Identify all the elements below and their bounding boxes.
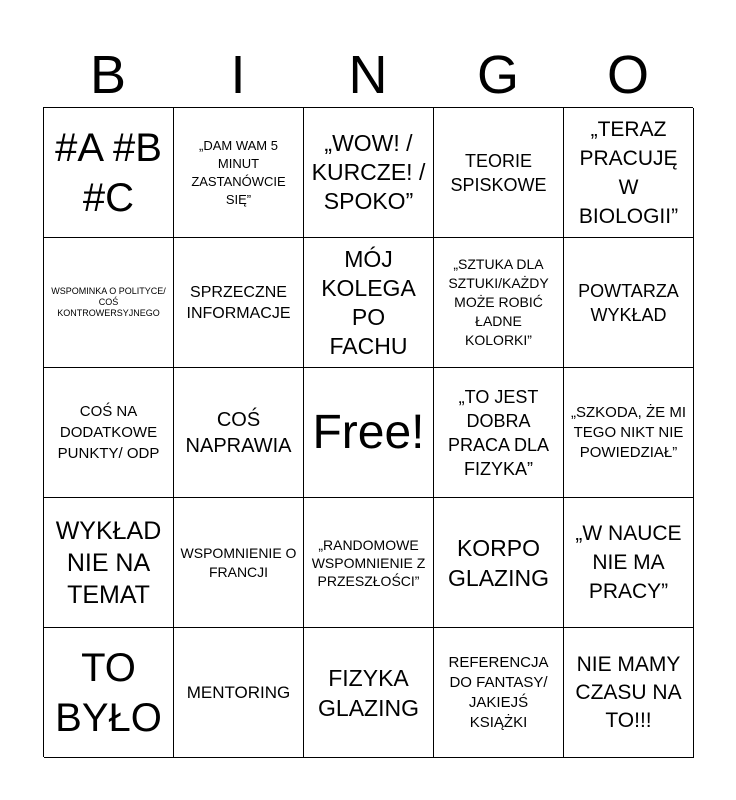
bingo-cell-r2c4[interactable] bbox=[434, 238, 564, 368]
cell-text: „TERAZ PRACUJĘ W BIOLOGII” bbox=[578, 117, 679, 228]
bingo-cell-r2c5[interactable] bbox=[564, 238, 694, 368]
cell-text: „SZTUKA DLA SZTUKI/KAŻDY MOŻE ROBIĆ ŁADNE KOLORKI” bbox=[448, 256, 549, 348]
header-letter-o: O bbox=[606, 45, 649, 105]
cell-text: SPRZECZNE INFORMACJE bbox=[186, 283, 291, 322]
bingo-cell-r1c2[interactable] bbox=[174, 108, 304, 238]
cell-text: KORPO GLAZING bbox=[448, 534, 549, 591]
cell-text: „TO JEST DOBRA PRACA DLA FIZYKA” bbox=[447, 386, 550, 479]
cell-text: POWTARZA WYKŁAD bbox=[578, 280, 679, 325]
bingo-cell-r1c5[interactable] bbox=[564, 108, 694, 238]
bingo-cell-r3c4[interactable] bbox=[434, 368, 564, 498]
bingo-cell-r1c1[interactable] bbox=[44, 108, 174, 238]
header-letter-n: N bbox=[348, 45, 388, 105]
cell-text: #A #B #C bbox=[55, 125, 162, 220]
bingo-header bbox=[43, 44, 693, 106]
cell-text: WYKŁAD NIE NA TEMAT bbox=[55, 516, 162, 609]
bingo-cell-r3c1[interactable] bbox=[44, 368, 174, 498]
bingo-cell-r4c4[interactable] bbox=[434, 498, 564, 628]
cell-text: NIE MAMY CZASU NA TO!!! bbox=[575, 652, 682, 732]
header-letter-g: G bbox=[476, 45, 519, 105]
bingo-cell-r1c4[interactable] bbox=[434, 108, 564, 238]
cell-text: „WOW! / KURCZE! / SPOKO” bbox=[311, 130, 426, 214]
bingo-cell-r5c4[interactable] bbox=[434, 628, 564, 758]
cell-text: WSPOMINKA O POLITYCE/ COŚ KONTROWERSYJNEGO bbox=[51, 286, 166, 318]
cell-text: „W NAUCE NIE MA PRACY” bbox=[575, 522, 682, 603]
bingo-cell-r2c3[interactable] bbox=[304, 238, 434, 368]
bingo-cell-r3c2[interactable] bbox=[174, 368, 304, 498]
bingo-grid bbox=[43, 107, 693, 757]
cell-text: COŚ NAPRAWIA bbox=[185, 408, 292, 457]
bingo-cell-r1c3[interactable] bbox=[304, 108, 434, 238]
cell-text-free: Free! bbox=[312, 405, 425, 459]
cell-text: MENTORING bbox=[186, 682, 291, 702]
cell-text: „SZKODA, ŻE MI TEGO NIKT NIE POWIEDZIAŁ” bbox=[570, 403, 686, 461]
bingo-cell-r2c2[interactable] bbox=[174, 238, 304, 368]
bingo-cell-r5c3[interactable] bbox=[304, 628, 434, 758]
bingo-cell-r4c5[interactable] bbox=[564, 498, 694, 628]
cell-text: REFERENCJA DO FANTASY/ JAKIEJŚ KSIĄŻKI bbox=[448, 653, 549, 731]
cell-text: „DAM WAM 5 MINUT ZASTANÓWCIE SIĘ” bbox=[191, 137, 286, 207]
bingo-cell-r4c2[interactable] bbox=[174, 498, 304, 628]
cell-text: MÓJ KOLEGA PO FACHU bbox=[321, 245, 416, 359]
bingo-cell-r5c2[interactable] bbox=[174, 628, 304, 758]
header-letter-i: I bbox=[230, 45, 246, 105]
cell-text: TEORIE SPISKOWE bbox=[450, 150, 547, 195]
bingo-cell-r4c3[interactable] bbox=[304, 498, 434, 628]
cell-text: „RANDOMOWE WSPOMNIENIE Z PRZESZŁOŚCI” bbox=[311, 536, 426, 589]
bingo-cell-r4c1[interactable] bbox=[44, 498, 174, 628]
header-letter-b: B bbox=[89, 45, 127, 105]
bingo-cell-r3c5[interactable] bbox=[564, 368, 694, 498]
bingo-cell-r2c1[interactable] bbox=[44, 238, 174, 368]
cell-text: FIZYKA GLAZING bbox=[318, 664, 419, 721]
cell-text: TO BYŁO bbox=[55, 645, 162, 740]
cell-text: WSPOMNIENIE O FRANCJI bbox=[180, 544, 297, 580]
bingo-cell-r5c1[interactable] bbox=[44, 628, 174, 758]
bingo-cell-r5c5[interactable] bbox=[564, 628, 694, 758]
cell-text: COŚ NA DODATKOWE PUNKTY/ ODP bbox=[57, 403, 160, 462]
bingo-cell-r3c3[interactable] bbox=[304, 368, 434, 498]
